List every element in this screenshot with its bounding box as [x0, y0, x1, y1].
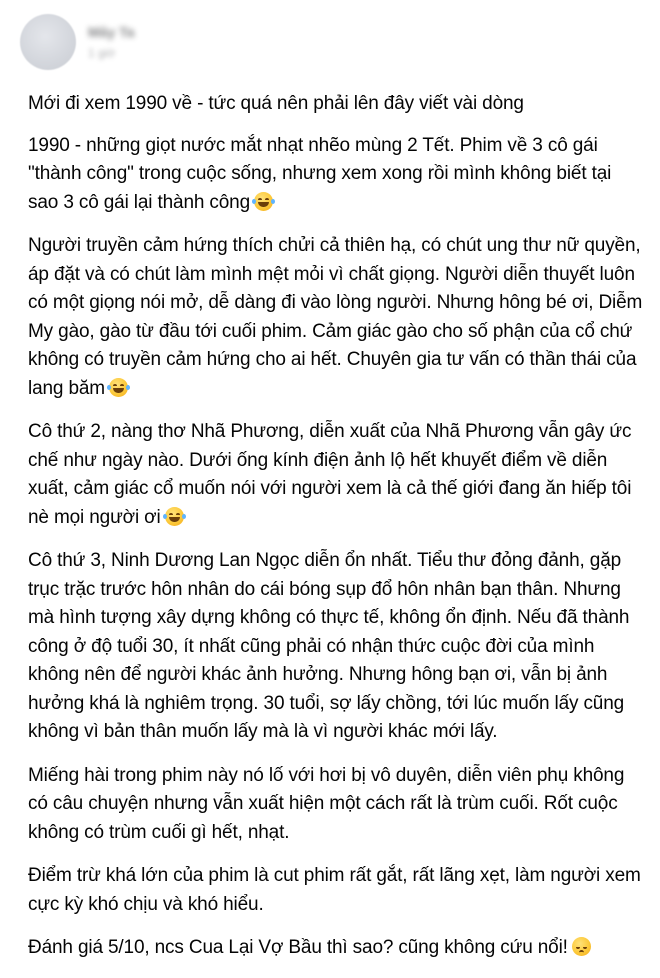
- laughing-tears-emoji-icon: [109, 378, 128, 397]
- post-paragraph: [28, 762, 643, 848]
- paragraph-text: Miếng hài trong phim này nó lố với hơi bị vô duyên, diễn viên phụ không có câu chuyện nhưng vẫn xuất hiện một cách rất là trùm cuối. Rốt cuộc không có trùm cuối gì hết, nhạt.: [28, 764, 625, 843]
- post-paragraph: [28, 547, 643, 747]
- paragraph-text: Đánh giá 5/10, ncs Cua Lại Vợ Bầu thì sao? cũng không cứu nổi!: [28, 937, 568, 958]
- post-paragraph: [28, 132, 643, 218]
- post-content: [28, 90, 643, 978]
- post-paragraph: [28, 418, 643, 532]
- post-timestamp[interactable]: 1 giờ: [88, 46, 116, 60]
- post-paragraph: [28, 90, 643, 119]
- laughing-tears-emoji-icon: [165, 507, 184, 526]
- post-paragraph: [28, 232, 643, 403]
- paragraph-text: Điểm trừ khá lớn của phim là cut phim rất gắt, rất lãng xẹt, làm người xem cực kỳ khó chịu và khó hiểu.: [28, 865, 641, 915]
- post-header: [20, 14, 620, 70]
- pensive-emoji-icon: [572, 937, 591, 956]
- author-name[interactable]: Mây Ta: [88, 24, 135, 40]
- post-paragraph: [28, 862, 643, 919]
- paragraph-text: Cô thứ 3, Ninh Dương Lan Ngọc diễn ổn nhất. Tiểu thư đỏng đảnh, gặp trục trặc trước hôn nhân do cái bóng sụp đổ hôn nhân bạn thân. Nhưng mà hình tượng xây dựng không có thực tế, không ổn định. Nếu đã thành công ở độ tuổi 30, ít nhất cũng phải có nhận thức cuộc đời của mình không nên để người khác ảnh hưởng. Nhưng hông bạn ơi, vẫn bị ảnh hưởng khá là nghiêm trọng. 30 tuổi, sợ lấy chồng, tới lúc muốn lấy cũng không vì bản thân muốn lấy mà là vì người khác mới lấy.: [28, 550, 630, 742]
- paragraph-text: Cô thứ 2, nàng thơ Nhã Phương, diễn xuất của Nhã Phương vẫn gây ức chế như ngày nào. Dưới ống kính điện ảnh lộ hết khuyết điểm về diễn xuất, cảm giác cổ muốn nói với người xem là cả thế giới đang ăn hiếp tôi nè mọi người ơi: [28, 421, 632, 528]
- laughing-tears-emoji-icon: [254, 192, 273, 211]
- avatar[interactable]: [20, 14, 76, 70]
- paragraph-text: 1990 - những giọt nước mắt nhạt nhẽo mùng 2 Tết. Phim về 3 cô gái "thành công" trong cuộc sống, nhưng xem xong rồi mình không biết tại sao 3 cô gái lại thành công: [28, 134, 612, 213]
- paragraph-text: Mới đi xem 1990 về - tức quá nên phải lên đây viết vài dòng: [28, 93, 524, 114]
- paragraph-text: Người truyền cảm hứng thích chửi cả thiên hạ, có chút ung thư nữ quyền, áp đặt và có chút làm mình mệt mỏi vì chất giọng. Người diễn thuyết luôn có một giọng nói mở, dễ dàng đi vào lòng người. Nhưng hông bé ơi, Diễm My gào, gào từ đầu tới cuối phim. Cảm giác gào cho số phận của cổ chứ không có truyền cảm hứng cho ai hết. Chuyên gia tư vấn có thần thái của lang băm: [28, 235, 643, 399]
- post-paragraph: [28, 934, 643, 963]
